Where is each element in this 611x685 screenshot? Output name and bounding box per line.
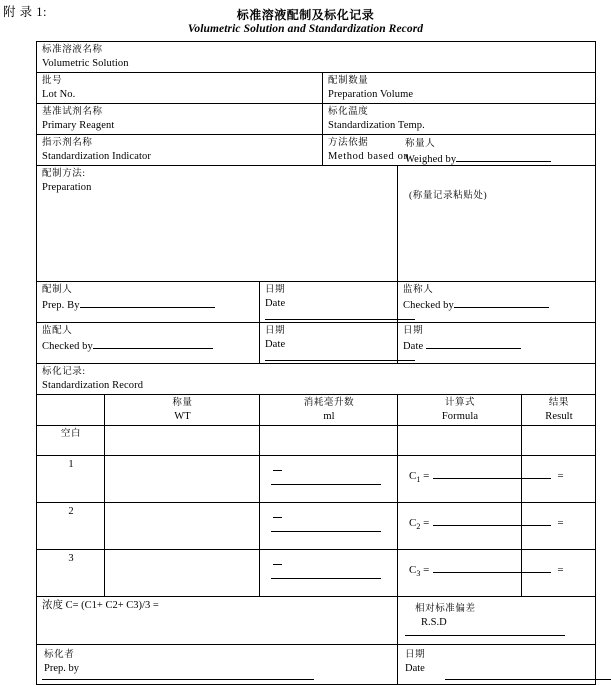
cell-checked-by-weight[interactable] (398, 282, 596, 323)
cell-std-temp[interactable] (323, 104, 596, 135)
volume-rule-2[interactable] (271, 531, 381, 532)
formula-equals-b-1: = (557, 470, 564, 482)
formula-equals-a-2: = (423, 517, 430, 529)
formula-equals-b-2: = (557, 517, 564, 529)
cell-preparation-method[interactable] (37, 166, 398, 282)
formula-subscript-1: 1 (416, 475, 421, 485)
page-title-en: Volumetric Solution and Standardization Record (187, 23, 424, 35)
weighed-by-text: Weighed by (405, 154, 457, 165)
page-title-cn: 标准溶液配制及标化记录 (236, 8, 375, 22)
formula-equals-a-3: = (423, 564, 430, 576)
cell-blank-weight[interactable] (105, 426, 260, 456)
col-header-result-en: Result (545, 411, 573, 422)
col-header-weight-en: WT (174, 411, 191, 422)
footer-prep-by-input[interactable] (42, 679, 314, 680)
date-3-input[interactable] (426, 338, 521, 349)
formula-expression-1 (409, 469, 564, 486)
checked-by-weight-input[interactable] (454, 297, 549, 308)
volume-rule-3[interactable] (271, 578, 381, 579)
volume-dash-1 (273, 470, 282, 471)
table-row-preparation (37, 166, 596, 282)
cell-lot-no[interactable] (37, 73, 323, 104)
label-date-2-cn: 日期 (265, 326, 286, 336)
col-header-index (37, 395, 105, 426)
table-row-lot-no (37, 73, 596, 104)
date-3-text: Date (403, 341, 424, 352)
prep-by-text: Prep. By (42, 300, 80, 311)
formula-expression-2 (409, 516, 564, 533)
title-block (0, 8, 611, 36)
cell-standardization-heading (37, 364, 596, 395)
cell-formula-1[interactable] (398, 456, 564, 503)
cell-date-3[interactable] (398, 323, 596, 364)
formula-symbol-3: C (409, 564, 417, 576)
label-std-record-en: Standardization Record (42, 380, 144, 391)
label-weighed-by-cn: 称量人 (405, 139, 436, 149)
cell-date-1[interactable] (260, 282, 398, 323)
label-indicator-cn: 指示剂名称 (42, 138, 93, 148)
volume-dash-2 (273, 517, 282, 518)
label-preparation-en: Preparation (42, 182, 92, 193)
label-rsd-cn: 相对标准偏差 (415, 604, 476, 614)
table-row-signature-1 (37, 282, 596, 323)
col-header-result (522, 395, 596, 426)
prep-by-input[interactable] (80, 297, 215, 308)
label-date-1-cn: 日期 (265, 285, 286, 295)
cell-blank-volume[interactable] (260, 426, 398, 456)
formula-symbol-2: C (409, 517, 417, 529)
formula-subscript-3: 3 (416, 569, 421, 579)
label-prep-by-cn: 配制人 (42, 285, 73, 295)
col-header-volume (260, 395, 398, 426)
label-date-2-en: Date (265, 339, 286, 350)
label-std-record-cn: 标化记录: (42, 367, 86, 377)
table-row-footer (37, 645, 596, 685)
label-prep-volume-cn: 配制数量 (328, 76, 369, 86)
row-label-3-text: 3 (68, 553, 74, 564)
cell-primary-reagent[interactable] (37, 104, 323, 135)
cell-formula-2[interactable] (398, 503, 564, 550)
cell-footer-date[interactable] (398, 645, 596, 685)
label-prep-volume-en: Preparation Volume (328, 89, 414, 100)
label-indicator-en: Standardization Indicator (42, 151, 151, 162)
label-prep-by-en (42, 297, 255, 312)
footer-date-input[interactable] (445, 679, 611, 680)
record-table (36, 41, 596, 685)
label-date-1-en: Date (265, 298, 286, 309)
cell-volume-2[interactable] (260, 503, 398, 550)
cell-weight-3[interactable] (105, 550, 260, 597)
cell-concentration[interactable]: 浓度 C= (C1+ C2+ C3)/3 = (37, 597, 398, 645)
cell-date-2[interactable] (260, 323, 398, 364)
col-header-formula-en: Formula (441, 411, 479, 422)
cell-volume-1[interactable] (260, 456, 398, 503)
table-row-data-1 (37, 456, 596, 503)
formula-symbol-1: C (409, 470, 417, 482)
label-solution-name-cn: 标准溶液名称 (42, 45, 103, 55)
formula-equals-b-3: = (557, 564, 564, 576)
table-row-data-3 (37, 550, 596, 597)
col-header-volume-cn: 消耗毫升数 (303, 398, 355, 408)
cell-weight-2[interactable] (105, 503, 260, 550)
checked-by-weight-text: Checked by (403, 300, 454, 311)
cell-footer-prep-by[interactable] (37, 645, 398, 685)
label-primary-reagent-cn: 基准试剂名称 (42, 107, 103, 117)
label-footer-date-cn: 日期 (405, 650, 426, 660)
label-footer-prep-by-en: Prep. by (44, 663, 79, 674)
cell-rsd[interactable] (398, 597, 596, 645)
date-1-input[interactable] (265, 312, 415, 320)
row-label-1-text: 1 (68, 459, 74, 470)
table-row-solution-name (37, 42, 596, 73)
label-sticker-note: (称量记录粘贴处) (409, 191, 488, 201)
cell-weight-1[interactable] (105, 456, 260, 503)
row-label-3 (37, 550, 105, 597)
col-header-weight (105, 395, 260, 426)
col-header-formula-cn: 计算式 (444, 398, 476, 408)
checked-by-prep-input[interactable] (93, 338, 213, 349)
label-checked-by-prep-cn: 监配人 (42, 326, 73, 336)
label-footer-date-en: Date (405, 663, 425, 674)
label-solution-name-en: Volumetric Solution (42, 58, 129, 69)
rsd-input[interactable] (405, 635, 565, 636)
volume-dash-3 (273, 564, 282, 565)
weighed-by-group (405, 138, 551, 166)
col-header-weight-cn: 称量 (172, 398, 193, 408)
volume-rule-1[interactable] (271, 484, 381, 485)
cell-weighing-sticker[interactable] (398, 139, 596, 282)
cell-volume-3[interactable] (260, 550, 398, 597)
label-method-en: Method based on (328, 151, 410, 162)
label-footer-prep-by-cn: 标化者 (44, 650, 75, 660)
row-label-1 (37, 456, 105, 503)
weighed-by-input[interactable] (456, 151, 551, 162)
label-checked-by-weight-en (403, 297, 591, 312)
label-lot-no-en: Lot No. (42, 89, 76, 100)
formula-equals-a-1: = (423, 470, 430, 482)
cell-checked-by-prep[interactable] (37, 323, 260, 364)
label-date-3-cn: 日期 (403, 326, 424, 336)
label-preparation-cn: 配制方法: (42, 169, 86, 179)
formula-input-2[interactable] (433, 516, 551, 526)
label-rsd-en: R.S.D (421, 617, 447, 628)
cell-blank-result[interactable] (522, 426, 596, 456)
formula-expression-3 (409, 563, 564, 580)
appendix-label: 附 录 1: (3, 5, 47, 19)
table-row-concentration (37, 597, 596, 645)
label-checked-by-prep-en (42, 338, 255, 353)
label-date-3-en (403, 338, 591, 353)
date-2-input[interactable] (265, 353, 415, 361)
formula-subscript-2: 2 (416, 522, 421, 532)
table-row-data-2 (37, 503, 596, 550)
label-checked-by-weight-cn: 监称人 (403, 285, 434, 295)
label-method-cn: 方法依据 (328, 138, 369, 148)
formula-input-3[interactable] (433, 563, 551, 573)
label-weighed-by-en (405, 151, 551, 166)
cell-prep-volume[interactable] (323, 73, 596, 104)
label-std-temp-en: Standardization Temp. (328, 120, 425, 131)
label-lot-no-cn: 批号 (42, 76, 63, 86)
cell-formula-3[interactable] (398, 550, 564, 597)
table-row-primary-reagent (37, 104, 596, 135)
cell-indicator[interactable] (37, 135, 323, 166)
label-std-temp-cn: 标化温度 (328, 107, 369, 117)
table-row-standardization-heading (37, 364, 596, 395)
checked-by-prep-text: Checked by (42, 341, 93, 352)
table-row-column-headers (37, 395, 596, 426)
col-header-formula (398, 395, 522, 426)
row-label-blank (37, 426, 105, 456)
col-header-result-cn: 结果 (548, 398, 570, 408)
cell-solution-name[interactable] (37, 42, 596, 73)
formula-input-1[interactable] (433, 469, 551, 479)
row-label-2 (37, 503, 105, 550)
table-row-signature-2 (37, 323, 596, 364)
col-header-volume-en: ml (323, 411, 335, 422)
table-row-blank (37, 426, 596, 456)
label-primary-reagent-en: Primary Reagent (42, 120, 115, 131)
row-label-2-text: 2 (68, 506, 74, 517)
cell-blank-formula[interactable] (398, 426, 522, 456)
cell-prep-by[interactable] (37, 282, 260, 323)
row-label-blank-text: 空白 (60, 429, 82, 439)
